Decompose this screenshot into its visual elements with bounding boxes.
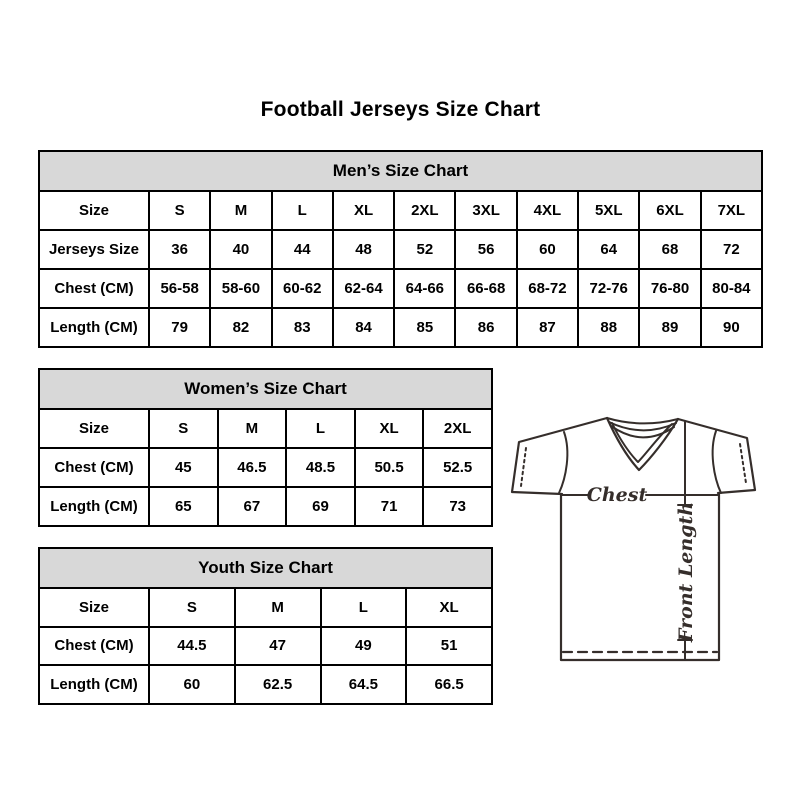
cell: 60 xyxy=(517,230,578,269)
cell: 5XL xyxy=(578,191,639,230)
cell: XL xyxy=(406,588,492,627)
cell: 40 xyxy=(210,230,271,269)
cell: 86 xyxy=(455,308,516,347)
cell: 72 xyxy=(701,230,762,269)
table-title-row xyxy=(39,369,492,409)
table-row xyxy=(39,487,492,526)
cell: M xyxy=(210,191,271,230)
cell: 72-76 xyxy=(578,269,639,308)
row-label: Length (CM) xyxy=(39,665,149,704)
table-row xyxy=(39,230,762,269)
table-title: Men’s Size Chart xyxy=(39,151,762,191)
row-label: Length (CM) xyxy=(39,487,149,526)
cell: 56-58 xyxy=(149,269,210,308)
table-title: Youth Size Chart xyxy=(39,548,492,588)
cell: 69 xyxy=(286,487,355,526)
left-cuff-stitch xyxy=(521,448,526,486)
cell: 48.5 xyxy=(286,448,355,487)
table-title-row xyxy=(39,548,492,588)
chest-label: Chest xyxy=(586,484,648,506)
cell: 7XL xyxy=(701,191,762,230)
cell: 73 xyxy=(423,487,492,526)
cell: 56 xyxy=(455,230,516,269)
table-row xyxy=(39,191,762,230)
cell: 68 xyxy=(639,230,700,269)
cell: 82 xyxy=(210,308,271,347)
cell: XL xyxy=(333,191,394,230)
cell: S xyxy=(149,191,210,230)
row-label: Length (CM) xyxy=(39,308,149,347)
table-row xyxy=(39,308,762,347)
cell: 47 xyxy=(235,627,321,666)
cell: 62.5 xyxy=(235,665,321,704)
cell: 58-60 xyxy=(210,269,271,308)
cell: 64 xyxy=(578,230,639,269)
row-label: Size xyxy=(39,588,149,627)
cell: 44 xyxy=(272,230,333,269)
row-label: Chest (CM) xyxy=(39,627,149,666)
cell: 50.5 xyxy=(355,448,424,487)
jersey-diagram xyxy=(505,410,775,662)
cell: S xyxy=(149,588,235,627)
cell: M xyxy=(218,409,287,448)
cell: XL xyxy=(355,409,424,448)
row-label: Size xyxy=(39,191,149,230)
cell: S xyxy=(149,409,218,448)
cell: 89 xyxy=(639,308,700,347)
table-title-row xyxy=(39,151,762,191)
cell: 83 xyxy=(272,308,333,347)
cell: 2XL xyxy=(394,191,455,230)
cell: L xyxy=(272,191,333,230)
row-label: Chest (CM) xyxy=(39,269,149,308)
cell: 64.5 xyxy=(321,665,407,704)
cell: 66.5 xyxy=(406,665,492,704)
row-label: Size xyxy=(39,409,149,448)
cell: 46.5 xyxy=(218,448,287,487)
right-cuff-stitch xyxy=(740,444,746,483)
row-label: Jerseys Size xyxy=(39,230,149,269)
cell: 4XL xyxy=(517,191,578,230)
table-row xyxy=(39,665,492,704)
right-armhole-seam xyxy=(713,431,721,493)
cell: 49 xyxy=(321,627,407,666)
cell: 48 xyxy=(333,230,394,269)
cell: 65 xyxy=(149,487,218,526)
cell: 52 xyxy=(394,230,455,269)
cell: 60-62 xyxy=(272,269,333,308)
womens-size-table xyxy=(38,368,493,527)
cell: L xyxy=(321,588,407,627)
page-title: Football Jerseys Size Chart xyxy=(260,98,541,121)
cell: 84 xyxy=(333,308,394,347)
row-label: Chest (CM) xyxy=(39,448,149,487)
mens-size-table xyxy=(38,150,763,348)
table-title: Women’s Size Chart xyxy=(39,369,492,409)
cell: 79 xyxy=(149,308,210,347)
cell: 51 xyxy=(406,627,492,666)
cell: 90 xyxy=(701,308,762,347)
front-length-label: Front Length xyxy=(675,501,697,643)
cell: 85 xyxy=(394,308,455,347)
cell: 60 xyxy=(149,665,235,704)
youth-size-table xyxy=(38,547,493,705)
cell: 88 xyxy=(578,308,639,347)
cell: M xyxy=(235,588,321,627)
cell: 76-80 xyxy=(639,269,700,308)
cell: 64-66 xyxy=(394,269,455,308)
cell: 44.5 xyxy=(149,627,235,666)
table-row xyxy=(39,588,492,627)
cell: 80-84 xyxy=(701,269,762,308)
cell: 6XL xyxy=(639,191,700,230)
cell: L xyxy=(286,409,355,448)
cell: 36 xyxy=(149,230,210,269)
cell: 87 xyxy=(517,308,578,347)
cell: 68-72 xyxy=(517,269,578,308)
cell: 66-68 xyxy=(455,269,516,308)
table-row xyxy=(39,627,492,666)
jersey-outline xyxy=(512,418,755,660)
cell: 67 xyxy=(218,487,287,526)
table-row xyxy=(39,409,492,448)
cell: 62-64 xyxy=(333,269,394,308)
cell: 2XL xyxy=(423,409,492,448)
left-armhole-seam xyxy=(559,432,567,493)
collar-back-arc-1 xyxy=(607,418,678,423)
table-row xyxy=(39,448,492,487)
cell: 3XL xyxy=(455,191,516,230)
cell: 52.5 xyxy=(423,448,492,487)
table-row xyxy=(39,269,762,308)
cell: 45 xyxy=(149,448,218,487)
cell: 71 xyxy=(355,487,424,526)
